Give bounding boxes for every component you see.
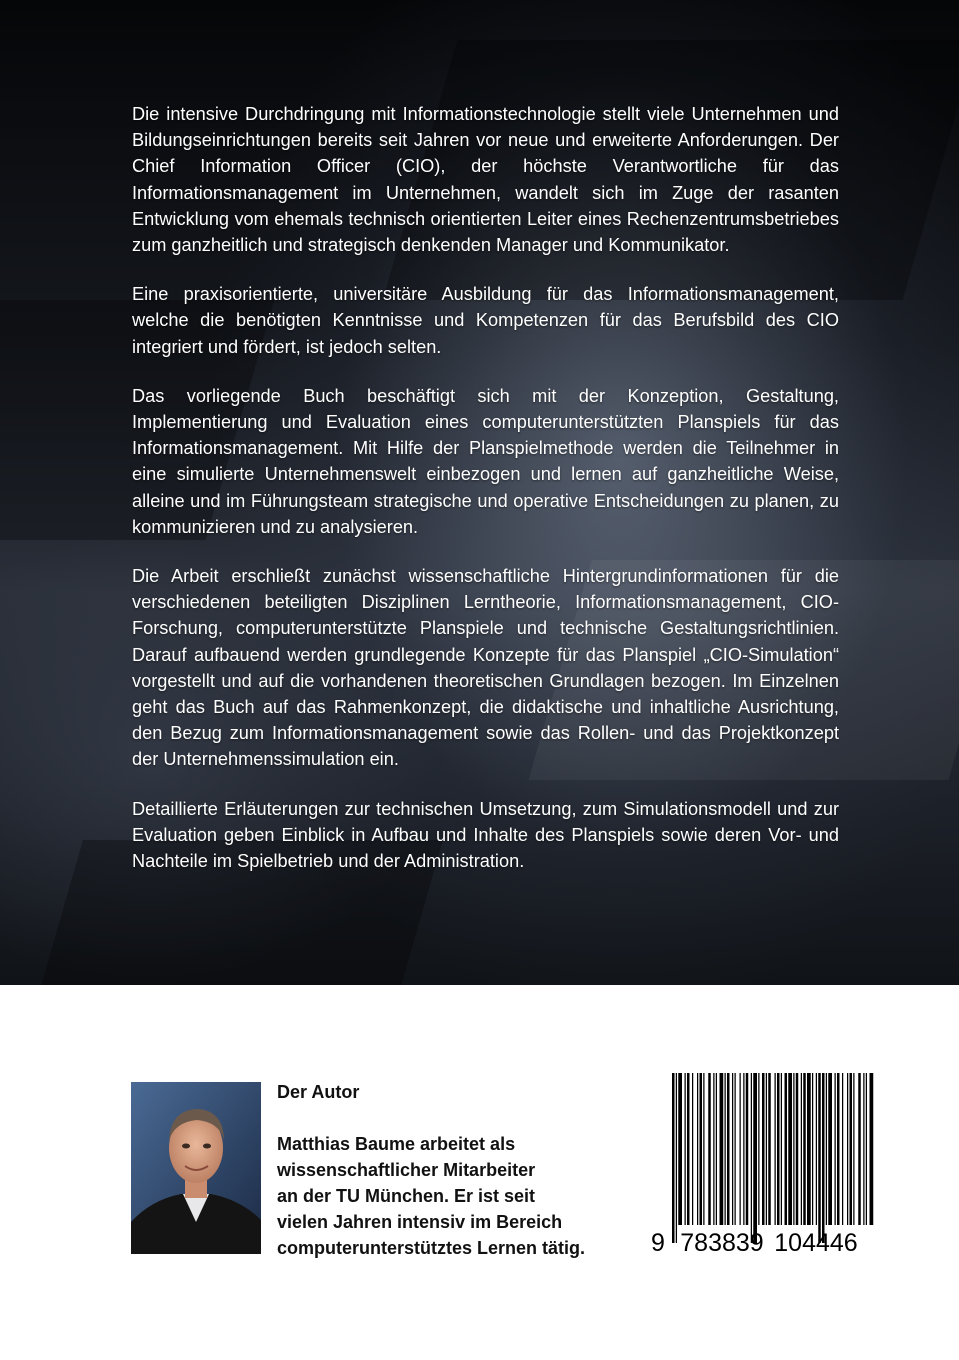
barcode-bar (740, 1073, 741, 1225)
barcode-bar (725, 1073, 726, 1225)
author-portrait-image (131, 1082, 261, 1254)
barcode-bar (858, 1073, 861, 1225)
barcode-bar (826, 1073, 827, 1225)
barcode-bar (758, 1073, 759, 1225)
barcode-bar (835, 1073, 836, 1225)
author-section (277, 1079, 637, 1261)
barcode-bar (822, 1073, 825, 1243)
author-bio-line: vielen Jahren intensiv im Bereich (277, 1212, 563, 1232)
barcode-bar (866, 1073, 867, 1225)
barcode-bar (751, 1073, 752, 1243)
barcode-bar (762, 1073, 765, 1225)
barcode-digit-group: 783839 (680, 1229, 764, 1257)
barcode-bar (708, 1073, 711, 1225)
barcode-bar (793, 1073, 794, 1225)
barcode-bar (685, 1073, 686, 1225)
barcode-bar (870, 1073, 874, 1225)
barcode-bar (785, 1073, 788, 1225)
barcode-bar (818, 1073, 821, 1243)
barcode-bar (850, 1073, 853, 1225)
barcode-bar (716, 1073, 717, 1225)
barcode-bar (753, 1073, 757, 1243)
barcode-bar (816, 1073, 817, 1225)
author-bio-line: wissenschaftlicher Mitarbeiter (277, 1160, 536, 1180)
barcode-bar (775, 1073, 776, 1225)
barcode-bar (768, 1073, 771, 1225)
barcode-bar (837, 1073, 840, 1225)
author-heading: Der Autor (277, 1082, 360, 1102)
description-text (132, 101, 839, 897)
barcode-bar (697, 1073, 698, 1225)
barcode-bar (796, 1073, 799, 1225)
description-paragraph: Das vorliegende Buch beschäftigt sich mit der Konzeption, Gestaltung, Implementierung und Evaluation eines computerunterstützten Planspiels für das Informationsmanagement. Mit Hilfe der Planspielmethode werden die Teilnehmer in eine simulierte Unternehmenswelt einbezogen und lernen auf ganzheitliche Weise, alleine und im Führungsteam strategische und operative Entscheidungen zu planen, zu kommunizieren und zu analysieren. (132, 385, 839, 537)
barcode-bar (678, 1073, 682, 1225)
isbn-barcode (648, 1073, 876, 1260)
barcode-digit-group: 9 (651, 1229, 665, 1257)
barcode-bar (766, 1073, 767, 1225)
author-bio-line: computerunterstütztes Lernen tätig. (277, 1238, 586, 1258)
barcode-bar (853, 1073, 854, 1225)
barcode-bar (803, 1073, 806, 1225)
barcode-bars (672, 1073, 873, 1243)
barcode-bar (727, 1073, 730, 1225)
barcode-bar (746, 1073, 749, 1225)
description-paragraph: Die Arbeit erschließt zunächst wissenschaftliche Hintergrundinformationen für die verschiedenen beteiligten Disziplinen Lerntheorie, Informationsmanagement, CIO-Forschung, computerunterstützte Planspiele und technische Gestaltungsrichtlinien. Darauf aufbauend werden grundlegende Konzepte für das Planspiel „CIO-Simulation“ vorgestellt und auf die vorhandenen theoretischen Grundlagen bezogen. Im Einzelnen geht das Buch auf das Rahmenkonzept, die didaktische und inhaltliche Ausrichtung, den Bezug zum Informationsmanagement sowie das Rollen- und das Projektkonzept der Unternehmenssimulation ein. (132, 566, 839, 770)
barcode-bar (828, 1073, 832, 1225)
barcode-bar (807, 1073, 811, 1225)
barcode-digit-group: 104446 (774, 1229, 858, 1257)
barcode-bar (672, 1073, 675, 1243)
barcode-bar (863, 1073, 864, 1225)
barcode-bar (777, 1073, 780, 1225)
barcode-bar (692, 1073, 693, 1225)
barcode-bar (842, 1073, 843, 1225)
barcode-bar (735, 1073, 736, 1225)
barcode-bar (743, 1073, 744, 1225)
barcode-bar (713, 1073, 714, 1225)
barcode-bar (781, 1073, 782, 1225)
barcode-bar (847, 1073, 848, 1225)
barcode-bar (801, 1073, 802, 1225)
barcode-bar (676, 1073, 677, 1243)
description-paragraph: Die intensive Durchdringung mit Informationstechnologie stellt viele Unternehmen und Bildungseinrichtungen bereits seit Jahren vor neue und erweiterte Anforderungen. Der Chief Information Officer (CIO), der höchste Verantwortliche für das Informationsmanagement im Unternehmen, wandelt sich im Zuge der rasanten Entwicklung vom ehemals technisch orientierten Leiter eines Rechenzentrumsbetriebes zum ganzheitlich und strategisch denkenden Manager und Kommunikator. (132, 104, 839, 256)
barcode-bar (703, 1073, 704, 1225)
barcode-bar (687, 1073, 690, 1225)
barcode-bar (788, 1073, 792, 1225)
barcode-bar (720, 1073, 724, 1225)
description-paragraph: Eine praxisorientierte, universitäre Ausbildung für das Informationsmanagement, welche die benötigten Kenntnisse und Kompetenzen für das Berufsbild des CIO integriert und fördert, ist jedoch selten. (132, 284, 839, 357)
barcode-bar (732, 1073, 733, 1225)
author-bio-line: Matthias Baume arbeitet als (277, 1134, 516, 1154)
barcode-bar (812, 1073, 813, 1225)
author-bio-line: an der TU München. Er ist seit (277, 1186, 536, 1206)
barcode-bar (700, 1073, 703, 1225)
description-paragraph: Detaillierte Erläuterungen zur technischen Umsetzung, zum Simulationsmodell und zur Evaluation geben Einblick in Aufbau und Inhalte des Planspiels sowie deren Vor- und Nachteile im Spielbetrieb und der Administration. (132, 798, 839, 872)
author-photo (131, 1082, 261, 1254)
